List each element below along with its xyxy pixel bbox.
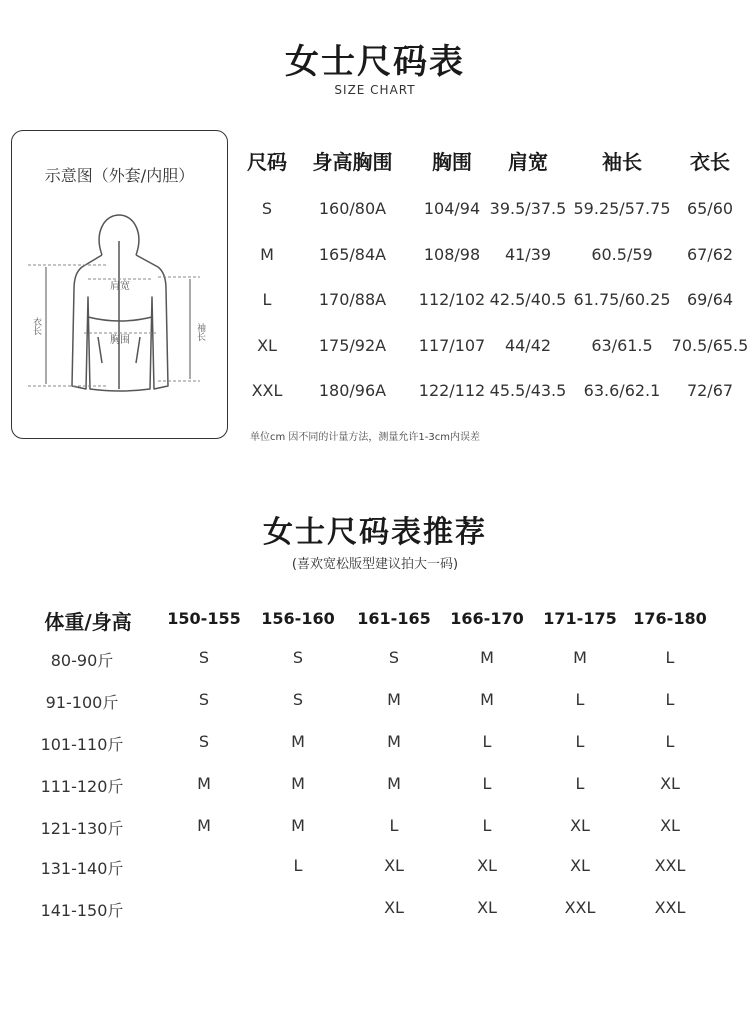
recommendation-subtitle: (喜欢宽松版型建议拍大一码) [291, 557, 459, 572]
table-row [238, 381, 750, 421]
measurement-note: 单位cm 因不同的计量方法，测量允许1-3cm内误差 [250, 432, 480, 443]
table-cell: 67/62 [686, 245, 734, 264]
table-cell: 42.5/40.5 [489, 290, 567, 309]
recommended-size-cell: M [291, 774, 305, 793]
table-cell: 117/107 [418, 336, 486, 355]
table-row [238, 290, 750, 330]
table-cell: 63.6/62.1 [583, 381, 661, 400]
recommended-size-cell: S [292, 648, 304, 667]
recommended-size-cell: M [480, 690, 494, 709]
diagram-label-chest: 胸围 [110, 335, 130, 346]
recommended-size-cell: L [482, 816, 492, 835]
header-shoulder: 肩宽 [508, 150, 548, 174]
header-size: 尺码 [247, 150, 287, 174]
table-cell: S [261, 199, 273, 218]
recommended-size-cell: XL [384, 856, 404, 875]
table-row [238, 199, 750, 239]
height-column-header: 150-155 [167, 609, 241, 628]
height-column-header: 166-170 [450, 609, 524, 628]
recommended-size-cell: M [387, 774, 401, 793]
recommended-size-cell: M [573, 648, 587, 667]
recommended-size-cell: XL [477, 856, 497, 875]
recommended-size-cell: M [387, 732, 401, 751]
size-table-header [238, 146, 750, 186]
height-column-header: 171-175 [543, 609, 617, 628]
table-cell: 160/80A [318, 199, 387, 218]
table-cell: 39.5/37.5 [489, 199, 567, 218]
recommended-size-cell: M [197, 816, 211, 835]
diagram-label-length: 衣长 [31, 317, 41, 335]
weight-range-label: 141-150斤 [40, 901, 124, 920]
jacket-body-outline [72, 255, 168, 391]
recommended-size-cell: L [575, 732, 585, 751]
table-cell: 108/98 [423, 245, 481, 264]
recommended-size-cell: XL [570, 856, 590, 875]
jacket-hem [88, 317, 152, 321]
weight-range-label: 121-130斤 [40, 819, 124, 838]
size-chart-subtitle: SIZE CHART [334, 83, 416, 97]
recommended-size-cell: L [482, 732, 492, 751]
jacket-diagram [12, 131, 229, 440]
table-cell: 165/84A [318, 245, 387, 264]
recommended-size-cell: XL [660, 816, 680, 835]
header-sleeve: 袖长 [602, 150, 642, 174]
table-cell: 60.5/59 [591, 245, 653, 264]
table-row [238, 245, 750, 285]
table-cell: 170/88A [318, 290, 387, 309]
weight-range-label: 131-140斤 [40, 859, 124, 878]
diagram-label-sleeve: 袖长 [195, 323, 205, 341]
recommended-size-cell: XL [660, 774, 680, 793]
table-cell: 45.5/43.5 [489, 381, 567, 400]
recommended-size-cell: XXL [564, 898, 596, 917]
recommended-size-cell: S [198, 648, 210, 667]
weight-range-label: 91-100斤 [45, 693, 119, 712]
recommended-size-cell: L [665, 732, 675, 751]
recommended-size-cell: S [292, 690, 304, 709]
table-cell: 72/67 [686, 381, 734, 400]
table-cell: 104/94 [423, 199, 481, 218]
recommended-size-cell: XXL [654, 856, 686, 875]
table-cell: 122/112 [418, 381, 486, 400]
header-height-bust: 身高胸围 [312, 150, 393, 174]
weight-range-label: 111-120斤 [40, 777, 124, 796]
recommended-size-cell: L [575, 774, 585, 793]
recommended-size-cell: S [198, 690, 210, 709]
recommended-size-cell: M [291, 816, 305, 835]
table-cell: 69/64 [686, 290, 734, 309]
recommended-size-cell: L [665, 648, 675, 667]
recommended-size-cell: XXL [654, 898, 686, 917]
diagram-caption: 示意图（外套/内胆） [44, 166, 195, 185]
height-column-header: 156-160 [261, 609, 335, 628]
table-cell: 59.25/57.75 [573, 199, 671, 218]
table-cell: XL [257, 336, 277, 355]
recommended-size-cell: M [291, 732, 305, 751]
jacket-diagram-box [11, 130, 228, 439]
diagram-label-shoulder: 肩宽 [110, 281, 130, 292]
weight-height-corner-label: 体重/身高 [44, 610, 132, 634]
recommended-size-cell: M [480, 648, 494, 667]
table-row [238, 336, 750, 376]
recommended-size-cell: L [389, 816, 399, 835]
recommended-size-cell: XL [384, 898, 404, 917]
table-cell: 180/96A [318, 381, 387, 400]
recommended-size-cell: XL [477, 898, 497, 917]
table-cell: 65/60 [686, 199, 734, 218]
recommended-size-cell: L [575, 690, 585, 709]
header-length: 衣长 [690, 150, 730, 174]
table-cell: L [262, 290, 272, 309]
table-cell: 41/39 [504, 245, 552, 264]
table-cell: 63/61.5 [591, 336, 653, 355]
recommended-size-cell: L [293, 856, 303, 875]
table-cell: 61.75/60.25 [573, 290, 671, 309]
weight-range-label: 101-110斤 [40, 735, 124, 754]
jacket-pocket-right [136, 337, 140, 363]
recommended-size-cell: XL [570, 816, 590, 835]
table-cell: M [260, 245, 274, 264]
recommended-size-cell: L [482, 774, 492, 793]
table-cell: 44/42 [504, 336, 552, 355]
recommended-size-cell: S [388, 648, 400, 667]
table-cell: XXL [251, 381, 283, 400]
table-cell: 175/92A [318, 336, 387, 355]
jacket-pocket-left [98, 337, 102, 363]
header-bust: 胸围 [432, 150, 472, 174]
weight-range-label: 80-90斤 [50, 651, 114, 670]
size-chart-title: 女士尺码表 [285, 42, 465, 82]
recommended-size-cell: L [665, 690, 675, 709]
table-cell: 112/102 [418, 290, 486, 309]
recommended-size-cell: M [197, 774, 211, 793]
height-column-header: 161-165 [357, 609, 431, 628]
table-cell: 70.5/65.5 [671, 336, 749, 355]
recommended-size-cell: S [198, 732, 210, 751]
height-column-header: 176-180 [633, 609, 707, 628]
recommended-size-cell: M [387, 690, 401, 709]
recommendation-title: 女士尺码表推荐 [263, 515, 487, 550]
